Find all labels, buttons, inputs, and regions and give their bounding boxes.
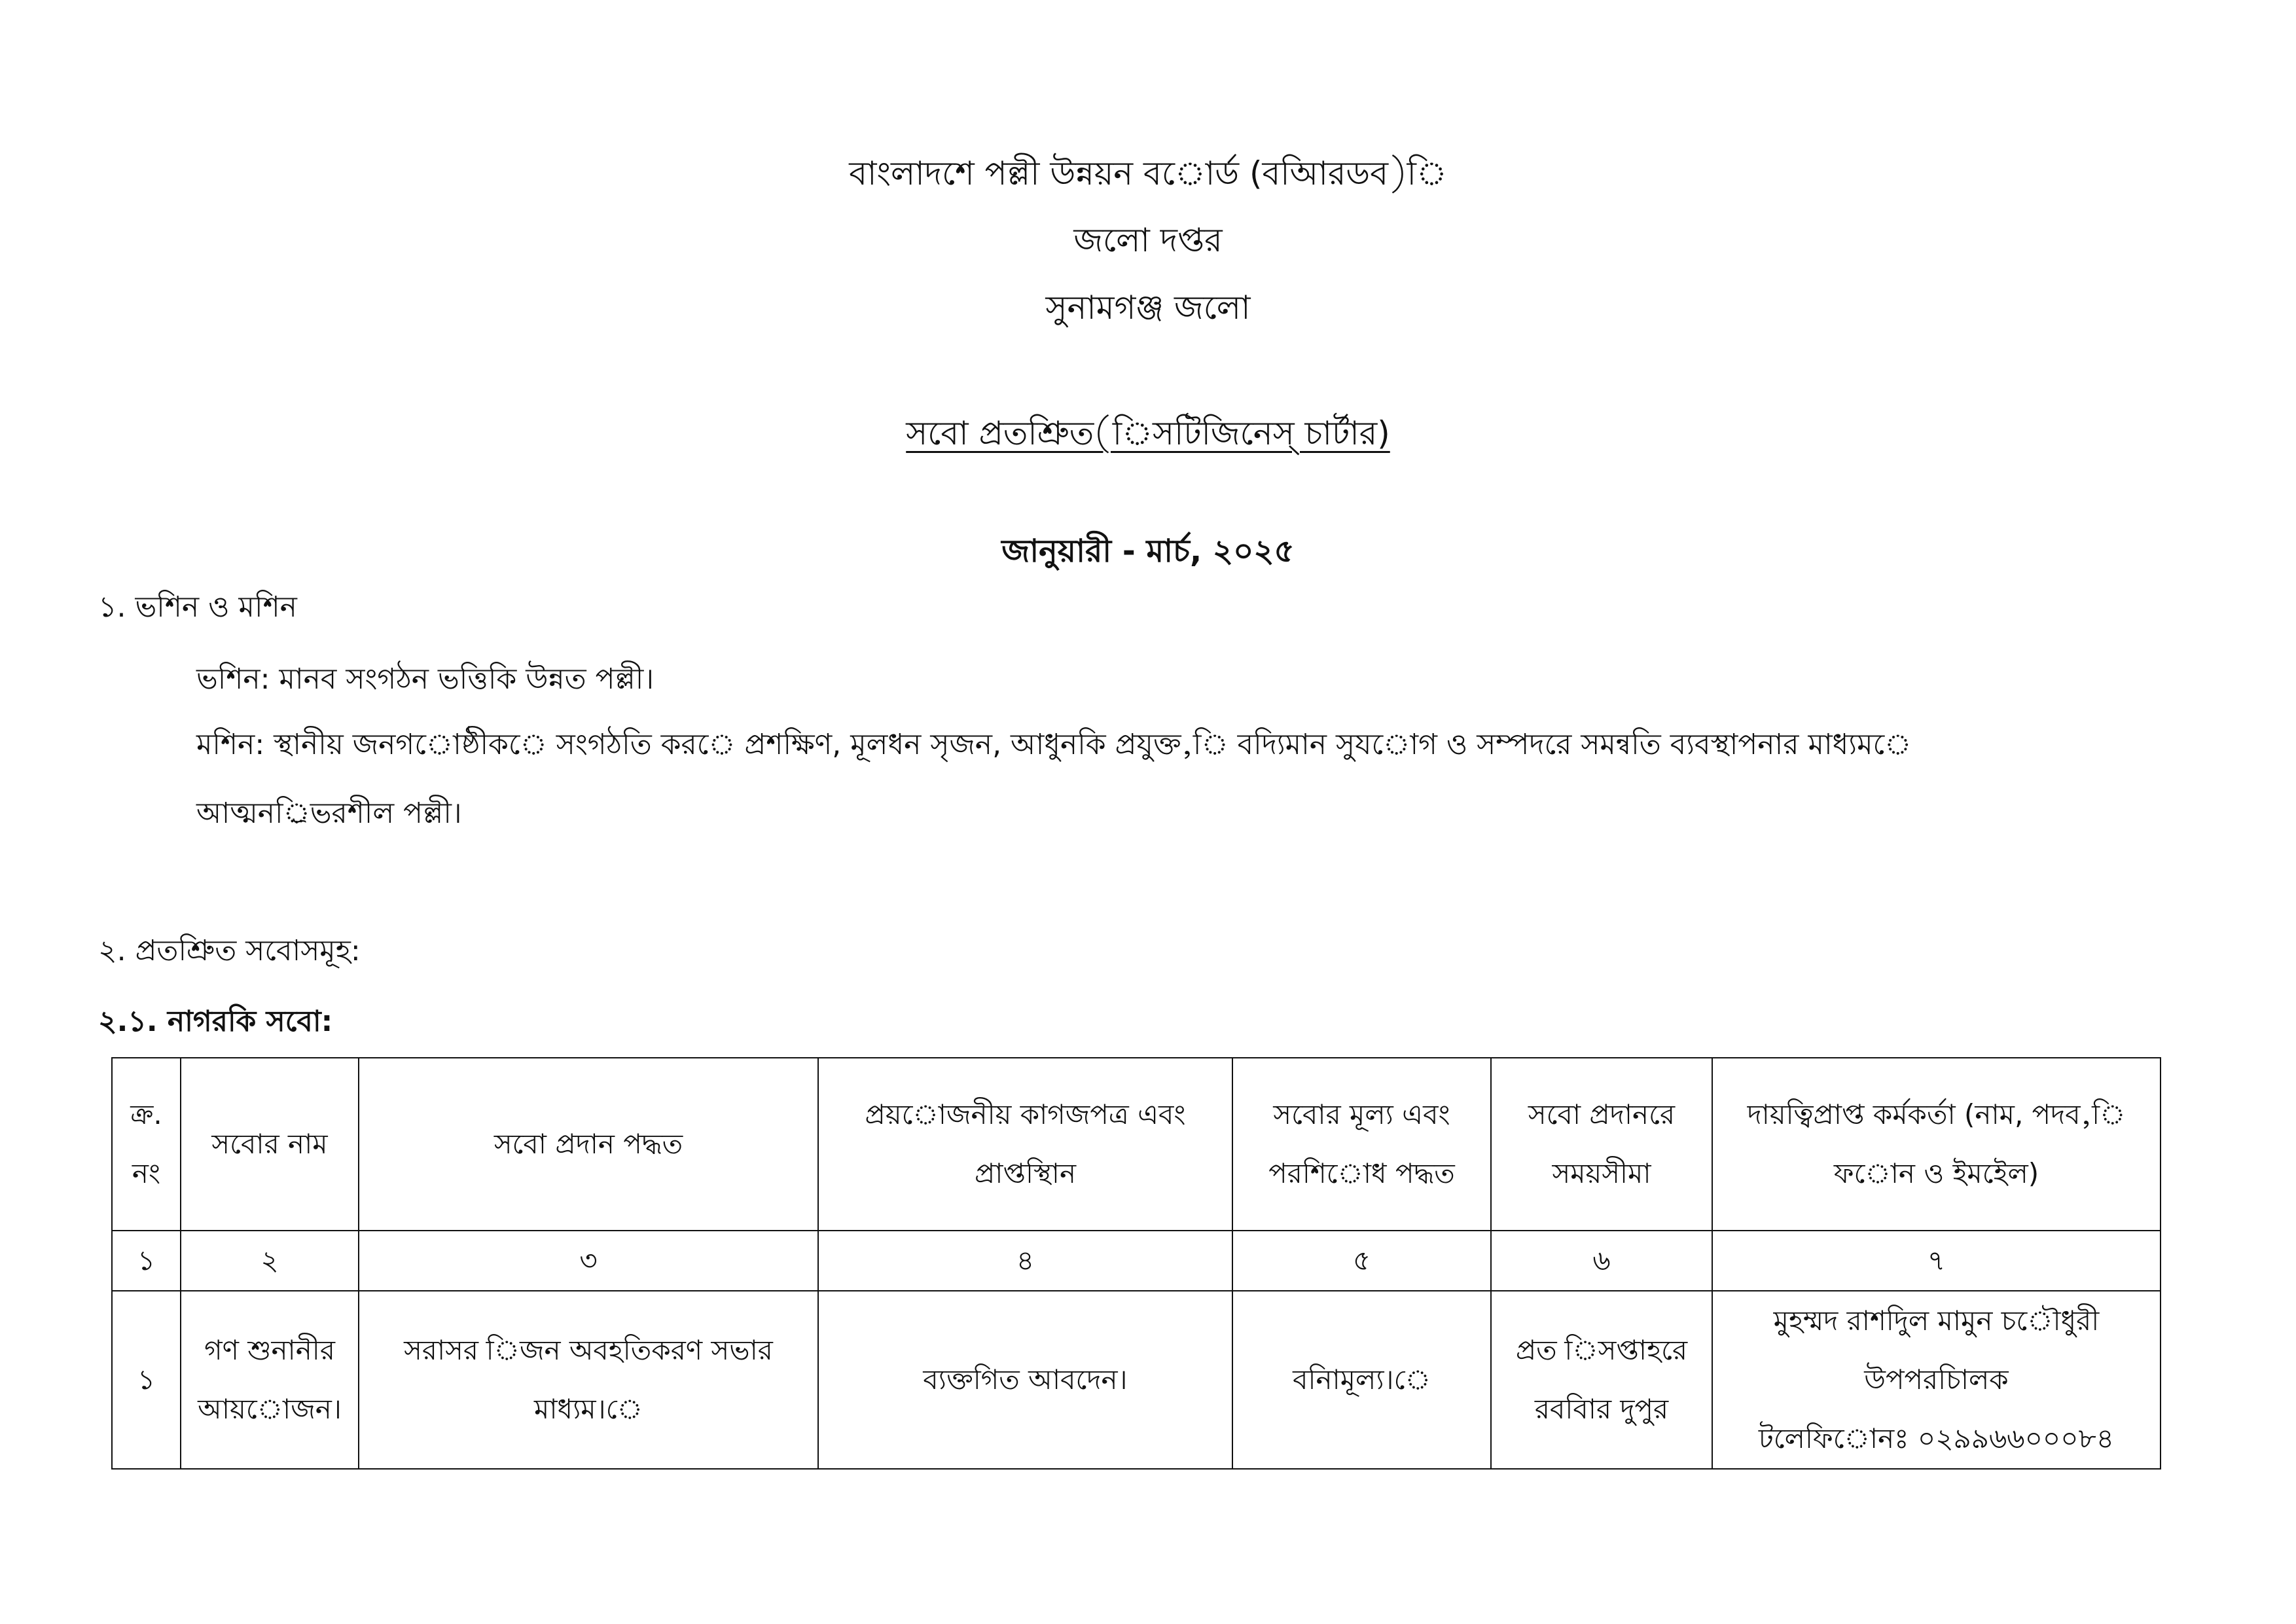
header-service-name: সবোর নাম	[181, 1058, 359, 1231]
section1-heading: ১. ভশিন ও মশিন	[98, 590, 297, 624]
charter-period: জানুয়ারী - মার্চ, ২০২৫	[1001, 533, 1295, 569]
section2-1-heading: ২.১. নাগরকি সবো:	[98, 1005, 333, 1038]
cell-method: সরাসর িজন অবহতিকরণ সভার মাধ্যম।ে	[359, 1291, 818, 1469]
column-number: ১	[112, 1231, 181, 1291]
officer-title: উপপরচিালক	[1864, 1363, 2009, 1396]
charter-title	[0, 414, 2296, 453]
table-row	[112, 1291, 2161, 1469]
column-number: ৪	[818, 1231, 1232, 1291]
office-name: জলো দপ্তর	[1073, 221, 1223, 259]
mission-text-line2: আত্মনর্িভরশীল পল্লী।	[196, 797, 462, 830]
cell-service-name: গণ শুনানীর আয়◌োজন।	[181, 1291, 359, 1469]
table-header-row	[112, 1058, 2161, 1231]
officer-name: মুহম্মদ রাশদিুল মামুন চ◌ৌধুরী	[1773, 1305, 2100, 1337]
column-number: ৭	[1712, 1231, 2161, 1291]
district-name: সুনামগঞ্জ জলো	[1045, 289, 1251, 327]
section2-heading: ২. প্রতশ্রিুত সবোসমূহ:	[98, 934, 361, 967]
mission-text-line1: মশিন: স্থানীয় জনগ◌োষ্ঠীক◌ে সংগঠতি কর◌ে প্রশক্ষিণ, মূলধন সৃজন, আধুনকি প্রযুক্ত,ি বদ্যিমান সুয◌োগ ও সম্পদরে সমন্বতি ব্যবস্থাপনার মাধ্যম◌ে	[196, 728, 1912, 761]
cell-documents: ব্যক্তগিত আবদেন।	[818, 1291, 1232, 1469]
column-number: ৩	[359, 1231, 818, 1291]
citizen-services-table	[111, 1057, 2161, 1470]
header-officer: দায়ত্বিপ্রাপ্ত কর্মকর্তা (নাম, পদব,ি ফ◌োন ও ইমইেল)	[1712, 1058, 2161, 1231]
column-number: ৬	[1491, 1231, 1712, 1291]
column-number: ২	[181, 1231, 359, 1291]
cell-timeframe: প্রত িসপ্তাহরে রববিার দুপুর	[1491, 1291, 1712, 1469]
cell-serial: ১	[112, 1291, 181, 1469]
vision-text: ভশিন: মানব সংগঠন ভত্তিকি উন্নত পল্লী।	[196, 662, 655, 696]
officer-phone: টলেফি◌োনঃ ০২৯৯৬৬০০০৮৪	[1758, 1422, 2115, 1454]
cell-officer	[1712, 1291, 2161, 1469]
header-method: সবো প্রদান পদ্ধত	[359, 1058, 818, 1231]
header-serial: ক্র. নং	[112, 1058, 181, 1231]
column-number: ৫	[1232, 1231, 1491, 1291]
column-number-row	[112, 1231, 2161, 1291]
cell-fee: বনিামূল্য।ে	[1232, 1291, 1491, 1469]
organization-name: বাংলাদশে পল্লী উন্নয়ন ব◌োর্ড (বআিরডব)ি	[849, 154, 1447, 192]
header-timeframe: সবো প্রদানরে সময়সীমা	[1491, 1058, 1712, 1231]
charter-title-text: সবো প্রতশ্রিুত(িসটিজিনেস্ চার্টার)	[906, 414, 1390, 452]
header-fee: সবোর মূল্য এবং পরশি◌োধ পদ্ধত	[1232, 1058, 1491, 1231]
header-documents: প্রয়◌োজনীয় কাগজপত্র এবং প্রাপ্তস্থিান	[818, 1058, 1232, 1231]
